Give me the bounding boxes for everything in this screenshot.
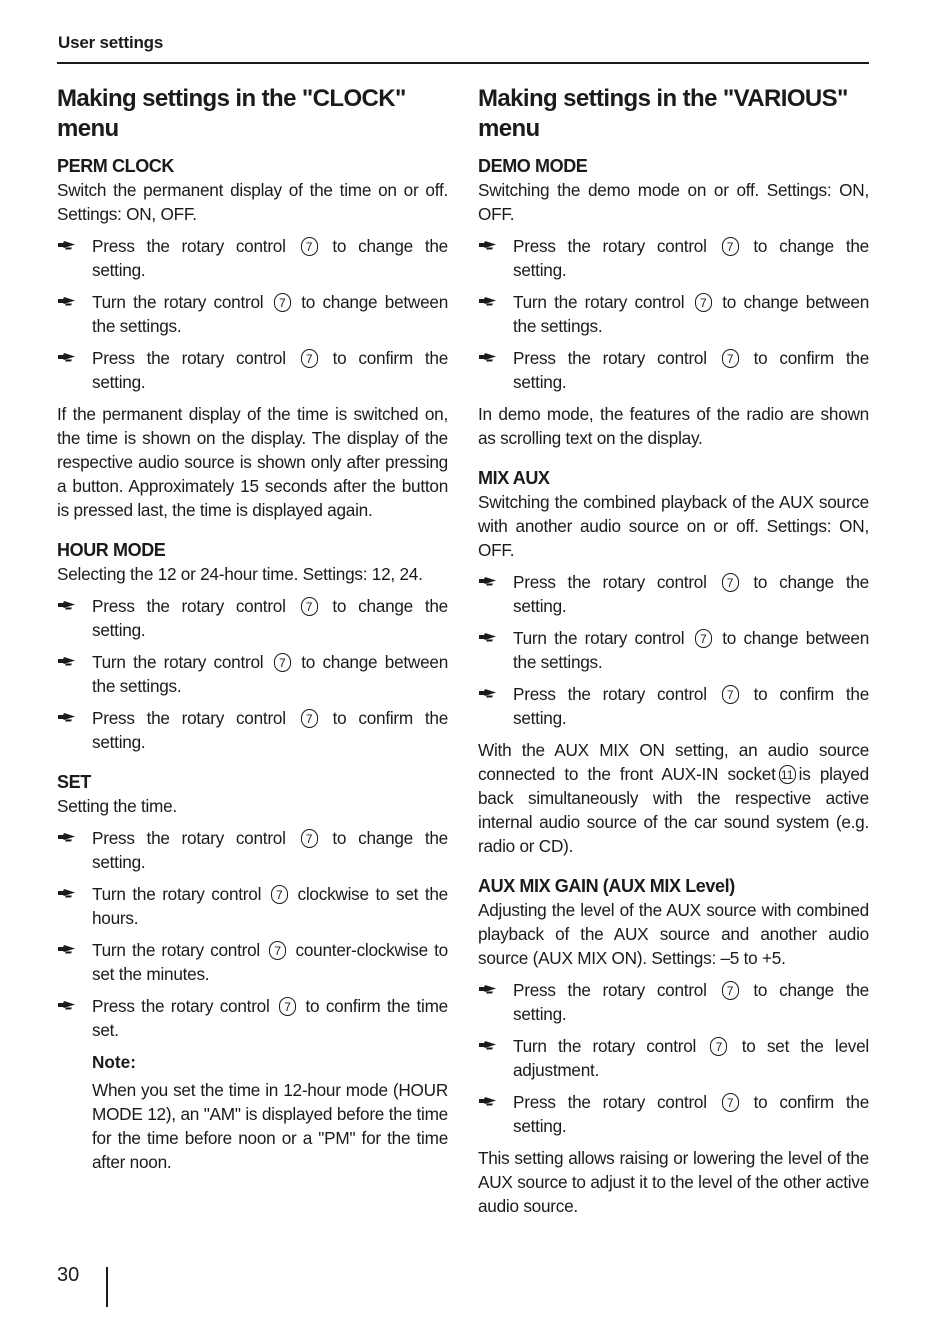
section-heading: DEMO MODE (478, 156, 588, 176)
pointing-hand-icon (57, 883, 77, 905)
step-item (57, 234, 448, 282)
pointing-hand-icon (57, 827, 77, 849)
section-explanation: In demo mode, the features of the radio are shown as scrolling text on the display. (478, 404, 869, 448)
step-text: clockwise to set the hours. (92, 884, 448, 928)
step-text: to change the setting. (92, 828, 448, 872)
control-ref-badge: 7 (695, 293, 712, 312)
step-text: Press the rotary control (513, 980, 719, 1000)
pointing-hand-icon (57, 707, 77, 729)
section-explanation (478, 738, 869, 858)
pointing-hand-icon (57, 291, 77, 313)
control-ref-badge: 7 (722, 573, 739, 592)
running-header: User settings (58, 33, 164, 52)
control-ref-badge: 7 (722, 237, 739, 256)
page-number-divider (106, 1267, 108, 1307)
step-list (57, 594, 448, 754)
pointing-hand-icon (478, 1091, 498, 1113)
step-text: Press the rotary control (92, 708, 298, 728)
step-text: Turn the rotary control (513, 1036, 708, 1056)
step-text: Press the rotary control (513, 236, 719, 256)
control-ref-badge: 7 (274, 293, 291, 312)
step-text: to confirm the setting. (513, 348, 869, 392)
control-ref-badge: 7 (301, 597, 318, 616)
pointing-hand-icon (57, 347, 77, 369)
control-ref-badge: 7 (269, 941, 286, 960)
section-heading: PERM CLOCK (57, 156, 174, 176)
control-ref-badge: 7 (722, 1093, 739, 1112)
section-heading: AUX MIX GAIN (AUX MIX Level) (478, 876, 735, 896)
step-text: Press the rotary control (92, 596, 298, 616)
step-text: to confirm the setting. (92, 708, 448, 752)
step-item (57, 706, 448, 754)
control-ref-badge: 7 (722, 685, 739, 704)
right-column (478, 84, 869, 1234)
step-item (57, 826, 448, 874)
control-ref-badge: 7 (279, 997, 296, 1016)
perm-clock-section (57, 154, 448, 522)
section-intro: Switching the combined playback of the AUX source with another audio source on or off. Settings: ON, OFF. (478, 492, 869, 560)
step-item (478, 290, 869, 338)
section-heading: MIX AUX (478, 468, 550, 488)
step-text: to change the setting. (513, 236, 869, 280)
pointing-hand-icon (478, 627, 498, 649)
step-text: Turn the rotary control (513, 292, 692, 312)
step-text: Turn the rotary control (92, 292, 271, 312)
hour-mode-section (57, 538, 448, 754)
step-text: to confirm the setting. (513, 684, 869, 728)
section-explanation: If the permanent display of the time is switched on, the time is shown on the display. The display of the respective audio source is shown only after pressing a button. Approximately 15 seconds after the button is pressed last, the time is displayed again. (57, 404, 448, 520)
step-text: Press the rotary control (92, 996, 277, 1016)
control-ref-badge: 7 (695, 629, 712, 648)
step-item (478, 626, 869, 674)
step-text: Press the rotary control (513, 348, 719, 368)
step-list (57, 826, 448, 1042)
pointing-hand-icon (478, 235, 498, 257)
step-text: Turn the rotary control (92, 884, 268, 904)
step-text: to change between the settings. (92, 292, 449, 336)
step-list (57, 234, 448, 394)
note-box (57, 1050, 448, 1174)
left-column (57, 84, 448, 1190)
step-text: to set the level adjustment. (513, 1036, 870, 1080)
step-item (478, 346, 869, 394)
step-text: Press the rotary control (513, 1092, 719, 1112)
section-intro: Switching the demo mode on or off. Settings: ON, OFF. (478, 180, 869, 224)
step-text: to confirm the time set. (92, 996, 448, 1040)
pointing-hand-icon (57, 939, 77, 961)
step-text: to change between the settings. (513, 292, 870, 336)
step-text: to change the setting. (513, 980, 869, 1024)
pointing-hand-icon (478, 1035, 498, 1057)
pointing-hand-icon (57, 595, 77, 617)
pointing-hand-icon (478, 347, 498, 369)
page-number: 30 (57, 1264, 80, 1286)
step-item (478, 234, 869, 282)
step-text: to confirm the setting. (513, 1092, 869, 1136)
step-item (478, 978, 869, 1026)
step-text: to change between the settings. (513, 628, 870, 672)
step-item (57, 594, 448, 642)
step-text: Press the rotary control (513, 684, 719, 704)
section-intro: Adjusting the level of the AUX source with combined playback of the AUX source and another audio source (AUX MIX ON). Settings: –5 to +5. (478, 900, 869, 968)
pointing-hand-icon (57, 651, 77, 673)
pointing-hand-icon (57, 995, 77, 1017)
step-item (57, 882, 448, 930)
explanation-text: With the AUX MIX ON setting, an audio source connected to the front AUX-IN socket (478, 740, 869, 784)
section-intro: Selecting the 12 or 24-hour time. Settings: 12, 24. (57, 564, 423, 584)
control-ref-badge: 7 (274, 653, 291, 672)
step-text: Turn the rotary control (92, 940, 267, 960)
step-text: Turn the rotary control (513, 628, 692, 648)
step-text: Press the rotary control (92, 348, 298, 368)
control-ref-badge: 7 (301, 237, 318, 256)
step-list (478, 570, 869, 730)
step-text: Press the rotary control (92, 236, 298, 256)
control-ref-badge: 7 (301, 829, 318, 848)
step-text: to change the setting. (513, 572, 869, 616)
step-item (57, 650, 448, 698)
step-item (478, 570, 869, 618)
step-text: to change between the settings. (92, 652, 449, 696)
header-divider (57, 62, 869, 64)
step-list (478, 234, 869, 394)
step-text: to change the setting. (92, 236, 448, 280)
step-text: Press the rotary control (513, 572, 719, 592)
step-item (478, 682, 869, 730)
control-ref-badge: 7 (722, 981, 739, 1000)
control-ref-badge: 7 (710, 1037, 727, 1056)
note-text: When you set the time in 12-hour mode (HOUR MODE 12), an "AM" is displayed before the time for the time before noon or a "PM" for the time after noon. (92, 1080, 448, 1172)
step-item (478, 1090, 869, 1138)
note-title: Note: (92, 1052, 136, 1072)
step-item (57, 994, 448, 1042)
step-text: Turn the rotary control (92, 652, 271, 672)
section-heading: SET (57, 772, 91, 792)
step-text: to confirm the setting. (92, 348, 448, 392)
step-text: counter-clockwise to set the minutes. (92, 940, 448, 984)
step-item (57, 346, 448, 394)
step-item (57, 938, 448, 986)
control-ref-badge: 7 (271, 885, 288, 904)
mix-aux-section (478, 466, 869, 858)
step-item (478, 1034, 869, 1082)
socket-ref-badge: 11 (779, 765, 796, 784)
pointing-hand-icon (478, 979, 498, 1001)
section-explanation: This setting allows raising or lowering the level of the AUX source to adjust it to the level of the other active audio source. (478, 1148, 869, 1216)
section-intro: Setting the time. (57, 796, 177, 816)
section-intro: Switch the permanent display of the time on or off. Settings: ON, OFF. (57, 180, 448, 224)
step-text: to change the setting. (92, 596, 448, 640)
pointing-hand-icon (478, 571, 498, 593)
control-ref-badge: 7 (301, 349, 318, 368)
set-section (57, 770, 448, 1174)
explanation-text: is played back simultaneously with the respective active internal audio source of the car sound system (e.g. radio or CD). (478, 764, 869, 856)
pointing-hand-icon (478, 683, 498, 705)
step-item (57, 290, 448, 338)
pointing-hand-icon (478, 291, 498, 313)
aux-mix-gain-section (478, 874, 869, 1218)
pointing-hand-icon (57, 235, 77, 257)
control-ref-badge: 7 (301, 709, 318, 728)
various-menu-title: Making settings in the "VARIOUS" menu (478, 85, 848, 142)
clock-menu-title: Making settings in the "CLOCK" menu (57, 85, 406, 142)
step-text: Press the rotary control (92, 828, 298, 848)
step-list (478, 978, 869, 1138)
control-ref-badge: 7 (722, 349, 739, 368)
demo-mode-section (478, 154, 869, 450)
section-heading: HOUR MODE (57, 540, 166, 560)
